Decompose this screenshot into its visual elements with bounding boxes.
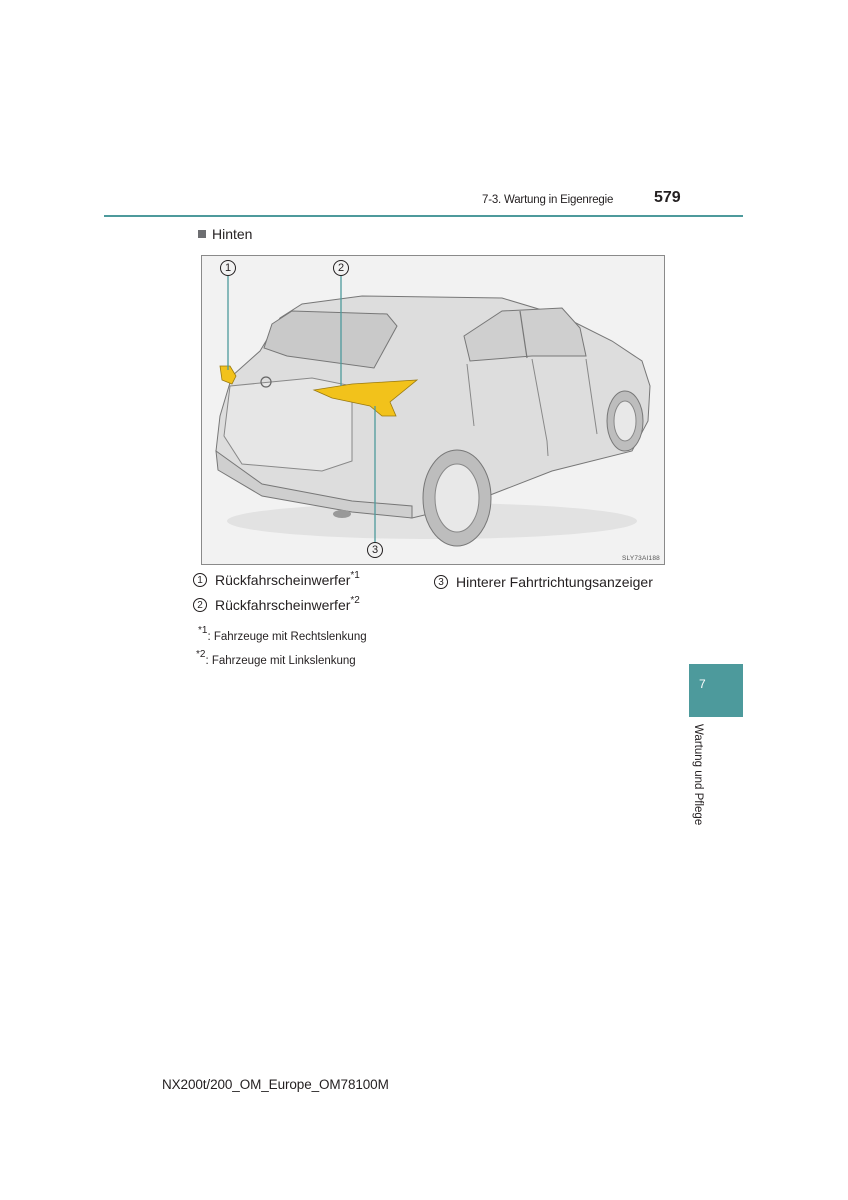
legend-label: Hinterer Fahrtrichtungsanzeiger bbox=[456, 574, 653, 590]
footnote-text: : Fahrzeuge mit Rechtslenkung bbox=[207, 631, 367, 643]
footnote bbox=[198, 625, 367, 643]
footnote-text: : Fahrzeuge mit Linkslenkung bbox=[205, 655, 356, 667]
legend-label: Rückfahrscheinwerfer$^{*1}$ bbox=[215, 570, 360, 588]
front-rim bbox=[614, 401, 636, 441]
rear-rim bbox=[435, 464, 479, 532]
vehicle-rear-figure bbox=[201, 255, 665, 565]
callout-1: 1 bbox=[220, 260, 236, 276]
subheading-text: Hinten bbox=[212, 226, 253, 242]
legend-number: 2 bbox=[193, 598, 207, 612]
page-number: 579 bbox=[654, 189, 681, 206]
document-id: NX200t/200_OM_Europe_OM78100M bbox=[162, 1077, 389, 1092]
legend-item bbox=[193, 597, 360, 613]
subheading bbox=[198, 226, 252, 242]
vehicle-rear-illustration bbox=[202, 256, 664, 564]
legend-item bbox=[434, 574, 653, 590]
callout-3: 3 bbox=[367, 542, 383, 558]
legend-number: 3 bbox=[434, 575, 448, 589]
legend-number: 1 bbox=[193, 573, 207, 587]
footnote-mark: *1 bbox=[198, 625, 208, 636]
legend-label: Rückfahrscheinwerfer$^{*2}$ bbox=[215, 595, 360, 613]
footnote-mark: *2 bbox=[196, 649, 206, 660]
exhaust-icon bbox=[333, 510, 351, 518]
chapter-label: Wartung und Pflege bbox=[692, 724, 704, 826]
figure-code: SLY73AI188 bbox=[621, 555, 660, 562]
legend-item bbox=[193, 572, 360, 588]
callout-2: 2 bbox=[333, 260, 349, 276]
footnote bbox=[196, 649, 356, 667]
section-title: 7-3. Wartung in Eigenregie bbox=[482, 194, 614, 206]
header-rule bbox=[104, 215, 743, 217]
chapter-tab bbox=[689, 664, 743, 717]
chapter-number: 7 bbox=[699, 677, 706, 691]
square-bullet-icon bbox=[198, 230, 206, 238]
